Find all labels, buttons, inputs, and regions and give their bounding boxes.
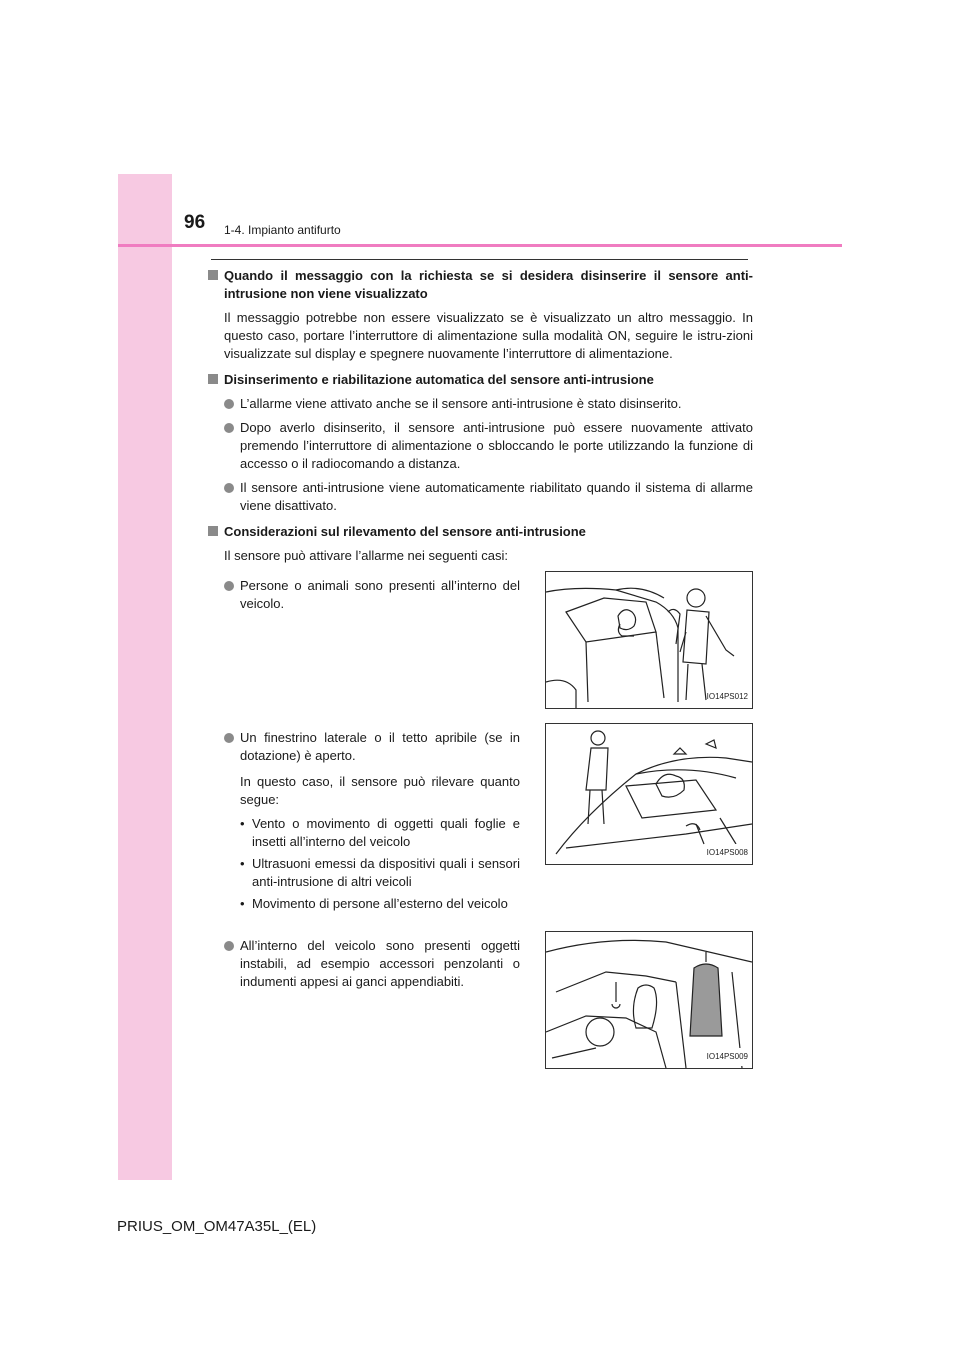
heading-text: Disinserimento e riabilitazione automatica del sensore anti-intrusione — [224, 372, 654, 387]
section-title: 1-4. Impianto antifurto — [224, 223, 341, 237]
section-auto-reenable — [208, 371, 753, 515]
section-heading — [208, 523, 753, 541]
bullet-text: All’interno del veicolo sono presenti oggetti instabili, ad esempio accessori penzolanti o indumenti appesi ai ganci appendiabiti. — [240, 938, 520, 989]
round-bullet-icon — [224, 941, 234, 951]
figure-id-label: IO14PS012 — [707, 688, 748, 706]
round-bullet-icon — [224, 483, 234, 493]
round-bullet-icon — [224, 733, 234, 743]
page-number: 96 — [184, 212, 206, 233]
bullet-text: Dopo averlo disinserito, il sensore anti-intrusione può essere nuovamente attivato premendo l’interruttore di alimentazione o sbloccando le porte utilizzando la funzione di accesso o il radiocomando a distanza. — [240, 420, 753, 471]
sub-bullet-text: Vento o movimento di oggetti quali foglie e insetti all’interno del veicolo — [252, 816, 520, 849]
car-sunroof-leaves-illustration — [546, 724, 752, 864]
bullet-item — [208, 937, 520, 991]
bullet-item — [208, 577, 520, 613]
heading-text: Considerazioni sul rilevamento del sensore anti-intrusione — [224, 524, 586, 539]
page-content — [208, 267, 753, 1077]
footer-doc-id: PRIUS_OM_OM47A35L_(EL) — [117, 1218, 317, 1235]
round-bullet-icon — [224, 581, 234, 591]
paragraph: Il sensore può attivare l’allarme nei seguenti casi: — [224, 548, 508, 563]
item-row — [208, 723, 753, 917]
sub-bullet-item — [208, 855, 520, 891]
sub-bullet-item — [208, 815, 520, 851]
sub-bullet-text: Movimento di persone all’esterno del veicolo — [252, 896, 508, 911]
item-text-column — [208, 571, 520, 709]
bullet-item — [208, 395, 753, 413]
figure-id-label: IO14PS009 — [707, 1048, 748, 1066]
section-heading — [208, 267, 753, 303]
dot-bullet-icon: • — [240, 816, 245, 831]
round-bullet-icon — [224, 423, 234, 433]
dot-bullet-icon: • — [240, 896, 245, 911]
heading-text: Quando il messaggio con la richiesta se si desidera disinserire il sensore anti-intrusione non viene visualizzato — [224, 268, 753, 301]
illustration-hanging-items — [545, 931, 753, 1069]
bullet-text: Persone o animali sono presenti all’interno del veicolo. — [240, 578, 520, 611]
item-text-column — [208, 931, 520, 1069]
figure-id-label: IO14PS008 — [707, 844, 748, 862]
paragraph-note: In questo caso, il sensore può rilevare quanto segue: — [240, 774, 520, 807]
bullet-text: Un finestrino laterale o il tetto apribile (se in dotazione) è aperto. — [240, 730, 520, 763]
sub-bullet-text: Ultrasuoni emessi da dispositivi quali i sensori anti-intrusione di altri veicoli — [252, 856, 520, 889]
section-detection-considerations — [208, 523, 753, 1069]
bullet-text: Il sensore anti-intrusione viene automaticamente riabilitato quando il sistema di allarme viene disattivato. — [240, 480, 753, 513]
section-heading — [208, 371, 753, 389]
item-text-column — [208, 723, 520, 917]
bullet-item — [208, 729, 520, 765]
round-bullet-icon — [224, 399, 234, 409]
square-bullet-icon — [208, 270, 218, 280]
section-message-not-shown — [208, 267, 753, 363]
illustration-open-sunroof — [545, 723, 753, 865]
dot-bullet-icon: • — [240, 856, 245, 871]
page-sidebar-band — [118, 174, 172, 1180]
item-row — [208, 571, 753, 709]
header-accent-line — [118, 244, 842, 247]
square-bullet-icon — [208, 374, 218, 384]
item-row — [208, 931, 753, 1069]
content-divider — [211, 259, 748, 260]
bullet-item — [208, 479, 753, 515]
square-bullet-icon — [208, 526, 218, 536]
paragraph: Il messaggio potrebbe non essere visualizzato se è visualizzato un altro messaggio. In questo caso, portare l’interruttore di alimentazione sulla modalità ON, seguire le istru-zioni visualizzate sul display e spegnere nuovamente l’interruttore di alimentazione. — [224, 310, 753, 361]
bullet-item — [208, 419, 753, 473]
bullet-text: L’allarme viene attivato anche se il sensore anti-intrusione è stato disinserito. — [240, 396, 682, 411]
illustration-person-in-car — [545, 571, 753, 709]
sub-bullet-item — [208, 895, 582, 913]
